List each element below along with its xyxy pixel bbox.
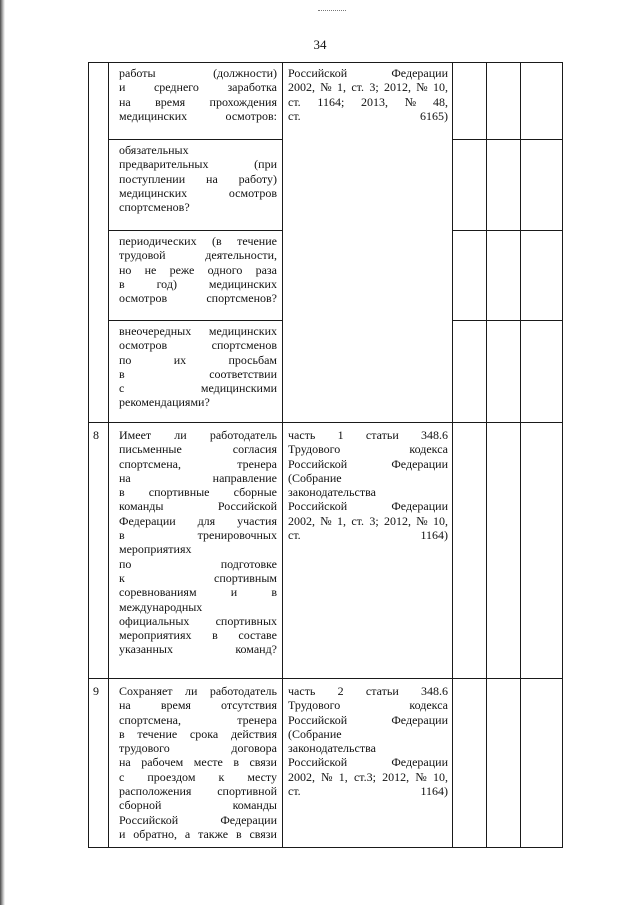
cell-line: расположения спортивной [119, 784, 277, 799]
question-cell [119, 684, 277, 841]
cell-line: медицинских осмотров: [119, 108, 277, 123]
cell-line: но не реже одного раза [119, 262, 277, 277]
cell-line: Российской Федерации [119, 812, 277, 827]
reference-cell [288, 66, 448, 123]
column-divider [486, 62, 487, 848]
question-cell [119, 66, 277, 123]
cell-line: в тренировочных [119, 528, 277, 543]
cell-line: часть 2 статьи 348.6 [288, 684, 448, 698]
row-number: 8 [93, 428, 99, 442]
cell-line: Российской Федерации [288, 66, 448, 80]
cell-line: (Собрание [288, 470, 342, 485]
page-number: 34 [313, 37, 327, 52]
cell-line: Российской Федерации [288, 499, 448, 514]
table-border-left [88, 62, 89, 848]
cell-line: Имеет ли работодатель [119, 428, 277, 442]
cell-line: Российской Федерации [288, 712, 448, 727]
cell-line: 2002, № 1, ст. 3; 2012, № 10, [288, 513, 448, 528]
cell-line: мероприятиях в составе [119, 628, 277, 643]
cell-line: спортсменов? [119, 200, 190, 215]
cell-line: медицинских осмотров [119, 185, 277, 200]
cell-line: работы (должности) [119, 66, 277, 80]
cell-line: ст. 1164) [288, 784, 448, 799]
cell-line: мероприятиях [119, 542, 192, 557]
reference-cell [288, 684, 448, 798]
cell-line: ст. 1164; 2013, № 48, [288, 94, 448, 109]
cell-line: по подготовке [119, 556, 277, 571]
cell-line: официальных спортивных [119, 613, 277, 628]
row-divider [452, 139, 563, 140]
row-divider [452, 230, 563, 231]
cell-line: периодических (в течение [119, 234, 277, 248]
column-divider [452, 62, 453, 848]
question-cell [119, 428, 277, 657]
row-divider [108, 230, 282, 231]
cell-line: на рабочем месте в связи [119, 755, 277, 770]
cell-line: по их просьбам [119, 352, 277, 367]
column-divider [520, 62, 521, 848]
cell-line: Трудового кодекса [288, 442, 448, 457]
cell-line: письменные согласия [119, 442, 277, 457]
row-divider [452, 320, 563, 321]
cell-line: Сохраняет ли работодатель [119, 684, 277, 698]
table-border-right [562, 62, 563, 848]
cell-line: трудовой деятельности, [119, 248, 277, 263]
cell-line: в течение срока действия [119, 726, 277, 741]
cell-line: законодательства [288, 485, 376, 500]
cell-line: осмотров спортсменов [119, 338, 277, 353]
cell-line: обязательных [119, 143, 189, 157]
cell-line: и обратно, а также в связи [119, 826, 277, 841]
cell-line: поступлении на работу) [119, 171, 277, 186]
reference-cell [288, 428, 448, 542]
cell-line: рекомендациями? [119, 395, 210, 410]
cell-line: 2002, № 1, ст. 3; 2012, № 10, [288, 80, 448, 95]
cell-line: спортсмена, тренера [119, 456, 277, 471]
row-divider [88, 422, 563, 423]
cell-line: Российской Федерации [288, 456, 448, 471]
cell-line: в соответствии [119, 366, 277, 381]
question-cell [119, 143, 277, 214]
column-divider [108, 62, 109, 848]
cell-line: с проездом к месту [119, 769, 277, 784]
question-cell [119, 234, 277, 305]
scan-edge-shadow [0, 0, 5, 905]
row-divider [108, 139, 282, 140]
column-divider [282, 62, 283, 848]
cell-line: сборной команды [119, 798, 277, 813]
cell-line: на время отсутствия [119, 698, 277, 713]
checklist-table [88, 62, 563, 848]
row-divider [88, 678, 563, 679]
cell-line: Трудового кодекса [288, 698, 448, 713]
cell-line: (Собрание [288, 726, 342, 741]
cell-line: в год) медицинских [119, 276, 277, 291]
cell-line: на время прохождения [119, 94, 277, 109]
cell-line: 2002, № 1, ст.3; 2012, № 10, [288, 769, 448, 784]
cell-line: предварительных (при [119, 157, 277, 172]
cell-line: к спортивным [119, 570, 277, 585]
cell-line: команды Российской [119, 499, 277, 514]
cell-line: трудового договора [119, 741, 277, 756]
row-number: 9 [93, 684, 99, 698]
cell-line: Федерации для участия [119, 513, 277, 528]
cell-line: часть 1 статьи 348.6 [288, 428, 448, 442]
cell-line: в спортивные сборные [119, 485, 277, 500]
cell-line: с медицинскими [119, 381, 277, 396]
cell-line: указанных команд? [119, 642, 277, 657]
question-cell [119, 324, 277, 410]
row-divider [108, 320, 282, 321]
cell-line: законодательства [288, 741, 376, 756]
cell-line: внеочередных медицинских [119, 324, 277, 338]
cell-line: на направление [119, 470, 277, 485]
cell-line: соревнованиям и в [119, 585, 277, 600]
cell-line: Российской Федерации [288, 755, 448, 770]
cell-line: ст. 6165) [288, 108, 448, 123]
table-border-top [88, 62, 563, 63]
cell-line: международных [119, 599, 203, 614]
table-border-bottom [88, 847, 563, 848]
scan-mark [318, 10, 346, 11]
cell-line: ст. 1164) [288, 528, 448, 543]
cell-line: и среднего заработка [119, 80, 277, 95]
cell-line: осмотров спортсменов? [119, 291, 277, 306]
cell-line: спортсмена, тренера [119, 712, 277, 727]
